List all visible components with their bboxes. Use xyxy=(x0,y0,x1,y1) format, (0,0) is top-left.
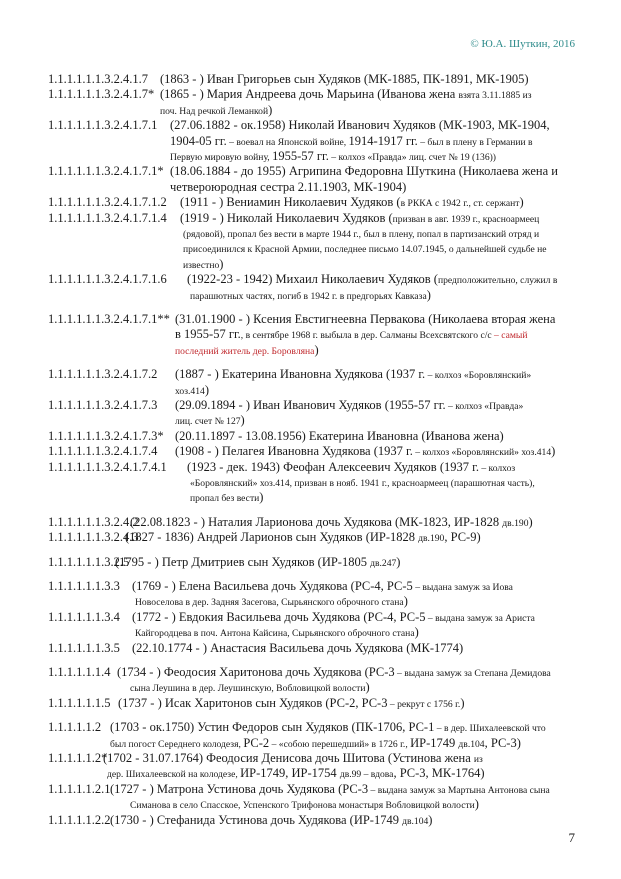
entry-text-line xyxy=(132,641,463,656)
entry-note: предположительно, служил в xyxy=(437,275,558,287)
entry-text-line xyxy=(135,625,419,641)
entry-text: (1865 - ) Мария Андреева дочь Марьина (Иванова жена xyxy=(160,87,459,102)
entry-note: – в дер. Шихалеевской что xyxy=(434,723,546,735)
entry-text-line xyxy=(187,272,557,288)
entry-text: (1772 - ) Евдокия Васильева дочь Худякова (РС-4, РС-5 xyxy=(132,609,426,624)
entry-number: 1.1.1.1.1.1.3.2.4.1.7 xyxy=(48,72,148,86)
entry-text: (1923 - дек. 1943) Феофан Алексеевич Худяков (1937 г. xyxy=(187,459,479,474)
entry-text: (29.09.1894 - ) Иван Иванович Худяков (1955-57 гг. xyxy=(175,398,446,412)
entry-text-line xyxy=(130,515,533,531)
entry-note: дер. Шихалеевской на колодезе, xyxy=(107,769,241,781)
entry-text-line xyxy=(180,211,539,227)
entry-text-line xyxy=(187,460,515,476)
entry-number: 1.1.1.1.1.1.5 xyxy=(48,695,111,710)
entry-number: 1.1.1.1.1.1.3.2.4.1.7.1.6 xyxy=(48,272,167,287)
entry-text-line xyxy=(175,444,555,460)
entry-note: дв.190 xyxy=(502,517,529,529)
entry-note: – рекрут с 1756 г. xyxy=(387,698,461,710)
entry-note: – колхоз «Боровлянский» хоз.414 xyxy=(412,447,552,459)
entry-note: дв.99 – вдова xyxy=(339,769,394,781)
entry-text: (1769 - ) Елена Васильева дочь Худякова (РС-4, РС-5 xyxy=(132,579,413,593)
entry-text: ) xyxy=(428,812,433,827)
entry-text-line xyxy=(118,696,465,712)
entry-note: Симанова в село Спасское, Успенского Трифонова монастыря Вобловицкой волости xyxy=(130,800,475,812)
entry-text: , РС-9) xyxy=(444,530,481,545)
entry-text: в 1955-57 гг. xyxy=(175,327,241,342)
entry-text: (1919 - ) Николай Николаевич Худяков ( xyxy=(180,210,393,225)
entry-text-line xyxy=(190,475,535,491)
entry-number: 1.1.1.1.1.1.4 xyxy=(48,665,111,679)
entry-text-line xyxy=(190,288,431,304)
entry-number: 1.1.1.1.1.1.3.2.4.1.7.1.4 xyxy=(48,210,167,225)
entry-text-line xyxy=(125,530,481,546)
entry-text-line xyxy=(170,118,550,133)
entry-number: 1.1.1.1.1.1.3.2.4.1.7.1 xyxy=(48,118,158,133)
entry-number: 1.1.1.1.1.2* xyxy=(48,751,108,765)
entry-text: (1911 - ) Вениамин Николаевич Худяков ( xyxy=(180,195,401,210)
entry-number: 1.1.1.1.1.2.1 xyxy=(48,781,111,796)
entry-text: (22.08.1823 - ) Наталия Ларионова дочь Худякова (МК-1823, ИР-1828 xyxy=(130,514,503,529)
entry-note: – колхоз «Правда» лиц. счет № 19 (136)) xyxy=(328,151,497,163)
entry-number: 1.1.1.1.1.1.3.2.4.3 xyxy=(48,530,139,545)
entry-text: ) xyxy=(259,490,264,505)
entry-text: ) xyxy=(460,695,465,710)
entry-number: 1.1.1.1.1.1.3.2.4.1.7.3* xyxy=(48,428,164,443)
entry-text-line xyxy=(190,490,263,506)
entry-text-line xyxy=(130,680,370,696)
entry-text-line xyxy=(110,782,550,798)
entry-number: 1.1.1.1.1.1.3.2.4.1.7.3 xyxy=(48,398,158,412)
page-number: 7 xyxy=(568,830,575,845)
entry-note: – воевал на Японской войне, xyxy=(226,136,349,148)
entry-text-line xyxy=(160,87,532,103)
entry-text: ) xyxy=(414,625,419,640)
entry-text-line xyxy=(117,665,551,681)
entry-note: – «собою перешедший» в 1726 г., xyxy=(269,738,411,750)
entry-text-line xyxy=(175,367,531,383)
entry-number: 1.1.1.1.1.1.3.2.4.1.7.4.1 xyxy=(48,459,167,474)
highlighted-note: – самый xyxy=(494,330,528,342)
entry-text: (1703 - ок.1750) Устин Федоров сын Худяков (ПК-1706, РС-1 xyxy=(110,720,435,735)
entry-text-line xyxy=(175,429,504,444)
entry-text: ) xyxy=(365,680,370,695)
entry-text-line xyxy=(132,610,535,626)
entry-text-line xyxy=(115,555,400,571)
entry-text-line xyxy=(175,343,319,359)
entry-text-line xyxy=(170,164,558,179)
entry-text-line xyxy=(110,813,432,829)
entry-note: , в сентябре 1968 г. выбыла в дер. Салманы Всехсвятского с/с xyxy=(240,330,495,342)
entry-note: – был в плену в Германии в xyxy=(417,136,533,148)
entry-note: в РККА с 1942 г., ст. сержант xyxy=(400,198,520,210)
entry-text: ) xyxy=(528,514,533,529)
entry-text: (18.06.1884 - до 1955) Агрипина Федоровна Шуткина (Николаева жена и xyxy=(170,164,558,179)
entry-text-line xyxy=(183,226,539,242)
entry-text: (1730 - ) Стефанида Устинова дочь Худякова (ИР-1749 xyxy=(110,812,403,827)
entry-note: – выдана замуж за Степана Демидова xyxy=(394,668,551,679)
entry-note: поч. Над речкой Леманкой xyxy=(160,105,269,117)
entry-text: ) xyxy=(403,594,408,609)
entry-text: (1887 - ) Екатерина Ивановна Худякова (1937 г. xyxy=(175,367,426,382)
copyright-notice: © Ю.А. Шуткин, 2016 xyxy=(470,38,575,50)
entry-note: дв.104 xyxy=(458,738,485,750)
entry-number: 1.1.1.1.1.1.3.2.4.1.7.2 xyxy=(48,367,158,382)
entry-text-line xyxy=(175,327,528,343)
entry-text-line xyxy=(170,180,406,195)
entry-text-line xyxy=(130,797,479,813)
entry-note: дв.190 xyxy=(418,533,445,545)
entry-text: (22.10.1774 - ) Анастасия Васильева дочь Худякова (МК-1774) xyxy=(132,640,464,655)
entry-note: пропал без вести xyxy=(190,493,260,505)
entry-note: лиц. счет № 127 xyxy=(175,416,241,428)
entry-text-line xyxy=(135,594,408,610)
entry-text: 1904-05 гг. xyxy=(170,133,227,148)
entry-text: (1727 - ) Матрона Устинова дочь Худякова (РС-3 xyxy=(110,781,369,796)
entry-text-line xyxy=(160,72,529,87)
entry-note: сына Леушина в дер. Леушинскую, Вобловицкой волости xyxy=(130,683,366,695)
entry-text: ) xyxy=(474,797,479,812)
entry-note: – выдана замуж за Ариста xyxy=(425,612,535,624)
entry-note: взята 3.11.1885 из xyxy=(458,90,532,102)
entry-note: известно xyxy=(183,259,220,271)
entry-text: (1702 - 31.07.1764) Феодосия Денисова дочь Шитова (Устинова жена xyxy=(103,751,474,765)
entry-text-line xyxy=(132,579,513,595)
entry-text: ) xyxy=(426,287,431,302)
entry-text-line xyxy=(170,134,533,150)
entry-text: ИР-1749 xyxy=(410,735,459,750)
entry-text: (31.01.1900 - ) Ксения Евстигнеевна Первакова (Николаева вторая жена xyxy=(175,312,556,326)
entry-text: ) xyxy=(204,382,209,397)
entry-text-line xyxy=(183,257,223,273)
entry-note: хоз.414 xyxy=(175,385,205,397)
entry-text: (1737 - ) Исак Харитонов сын Худяков (РС-2, РС-3 xyxy=(118,695,388,710)
entry-text: (1795 - ) Петр Дмитриев сын Худяков (ИР-1805 xyxy=(115,554,371,569)
entry-text: (1863 - ) Иван Григорьев сын Худяков (МК-1885, ПК-1891, МК-1905) xyxy=(160,72,529,86)
entry-text-line xyxy=(110,720,546,736)
entry-note: присоединился к Красной Армии, последнее письмо 14.07.1945, о дальнейшей судьбе не xyxy=(183,244,547,256)
entry-number: 1.1.1.1.1.1.3.2.4.1.7.1** xyxy=(48,312,170,326)
entry-number: 1.1.1.1.1.1.3.2.4.1.7* xyxy=(48,87,155,102)
entry-text: РС-2 xyxy=(243,735,270,750)
entry-note: Новоселова в дер. Задняя Засегова, Сырьянского оброчного стана xyxy=(135,597,404,609)
entry-text: , РС-3) xyxy=(484,735,521,750)
entry-note: – колхоз «Правда» xyxy=(445,401,524,412)
entry-text: 1914-1917 гг. xyxy=(348,133,418,148)
entry-number: 1.1.1.1.1.1.3.2.5 xyxy=(48,554,130,569)
entry-number: 1.1.1.1.1.1.3.2.4.1.7.1.2 xyxy=(48,195,167,210)
entry-text-line xyxy=(180,195,524,211)
entry-note: был погост Середнего колодезя, xyxy=(110,738,244,750)
entry-text: , РС-3, МК-1764) xyxy=(393,766,485,781)
entry-text: ) xyxy=(268,102,273,117)
entry-number: 1.1.1.1.1.1.3.3 xyxy=(48,579,120,593)
entry-text: (1827 - 1836) Андрей Ларионов сын Худяков (ИР-1828 xyxy=(125,530,419,545)
entry-number: 1.1.1.1.1.1.3.2.4.1.7.4 xyxy=(48,444,158,459)
entry-note: Первую мировую войну, xyxy=(170,151,273,163)
entry-text: (1922-23 - 1942) Михаил Николаевич Худяков ( xyxy=(187,272,438,287)
entry-text-line xyxy=(110,736,521,752)
entry-text: четвероюродная сестра 2.11.1903, МК-1904) xyxy=(170,179,407,194)
entry-text: ) xyxy=(314,342,319,357)
entry-number: 1.1.1.1.1.1.3.4 xyxy=(48,609,120,624)
entry-text-line xyxy=(170,149,496,165)
entry-text: ) xyxy=(240,413,245,428)
entry-text: ) xyxy=(519,195,524,210)
entry-text: ИР-1749, ИР-1754 xyxy=(240,766,340,781)
entry-text-line xyxy=(160,103,272,119)
entry-number: 1.1.1.1.1.1.3.2.4.2 xyxy=(48,514,139,529)
entry-note: – колхоз xyxy=(478,462,516,474)
entry-text: (1734 - ) Феодосия Харитонова дочь Худякова (РС-3 xyxy=(117,665,395,679)
entry-text: 1955-57 гг. xyxy=(272,148,329,163)
entry-note: – колхоз «Боровлянский» xyxy=(425,370,532,382)
entry-text-line xyxy=(175,312,555,327)
entry-note: (рядовой), пропал без вести в марте 1944 г., был в плену, попал в партизанский отряд и xyxy=(183,228,540,240)
entry-text-line xyxy=(103,751,483,767)
entry-text: (27.06.1882 - ок.1958) Николай Иванович Худяков (МК-1903, МК-1904, xyxy=(170,118,550,133)
entry-note: парашютных частях, погиб в 1942 г. в предгорьях Кавказа xyxy=(190,290,427,302)
entry-note: дв.247 xyxy=(370,557,397,569)
entry-number: 1.1.1.1.1.2 xyxy=(48,720,102,735)
entry-number: 1.1.1.1.1.1.3.2.4.1.7.1* xyxy=(48,164,164,179)
entry-note: из xyxy=(473,754,483,765)
entry-text: (20.11.1897 - 13.08.1956) Екатерина Ивановна (Иванова жена) xyxy=(175,428,504,443)
entry-text-line xyxy=(175,413,245,429)
entry-note: «Боровлянский» хоз.414, призван в нояб. 1941 г., красноармеец (парашютная часть), xyxy=(190,477,535,489)
entry-note: – выдана замуж за Мартына Антонова сына xyxy=(368,784,550,796)
entry-text-line xyxy=(175,398,523,414)
entry-text-line xyxy=(107,766,485,782)
entry-text-line xyxy=(183,241,547,257)
entry-text: ) xyxy=(551,444,556,459)
entry-note: дв.104 xyxy=(402,815,429,827)
entry-text-line xyxy=(175,383,209,399)
entry-note: призван в авг. 1939 г., красноармеец xyxy=(392,213,540,225)
entry-note: Кайгородцева в поч. Антона Кайсина, Сырьянского оброчного стана xyxy=(135,628,415,640)
entry-number: 1.1.1.1.1.1.3.5 xyxy=(48,640,120,655)
entry-text: ) xyxy=(396,554,401,569)
entry-text: ) xyxy=(219,256,224,271)
entry-text: (1908 - ) Пелагея Ивановна Худякова (1937 г. xyxy=(175,444,413,459)
highlighted-note: последний житель дер. Боровляна xyxy=(175,345,315,357)
entry-note: – выдана замуж за Иова xyxy=(412,582,513,593)
entry-number: 1.1.1.1.1.2.2 xyxy=(48,812,111,827)
